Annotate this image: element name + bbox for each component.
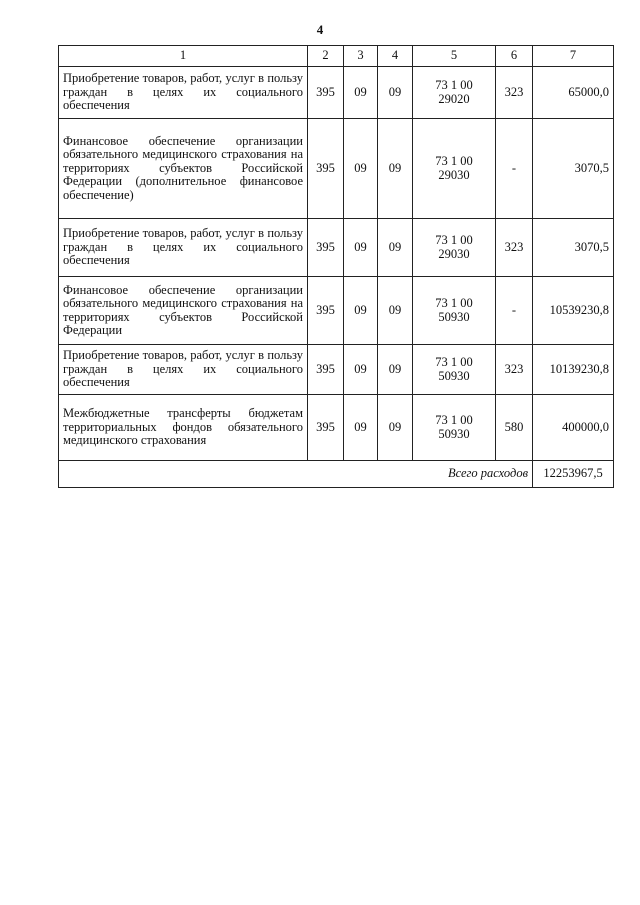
- section-code-cell: 09: [344, 395, 378, 461]
- ministry-code-cell: 395: [308, 277, 344, 345]
- budget-expenses-table: [58, 45, 614, 488]
- table-row: [59, 219, 614, 277]
- expense-type-code-cell: 323: [496, 67, 533, 119]
- section-code-cell: 09: [344, 67, 378, 119]
- total-row: [59, 461, 614, 488]
- target-item-code-cell: 73 1 00 50930: [413, 345, 496, 395]
- table-row: [59, 345, 614, 395]
- ministry-code-cell: 395: [308, 219, 344, 277]
- section-code-cell: 09: [344, 345, 378, 395]
- amount-cell: 10539230,8: [533, 277, 614, 345]
- expense-name-cell: Приобретение товаров, работ, услуг в пользу граждан в целях их социального обеспечения: [59, 219, 308, 277]
- subsection-code-cell: 09: [378, 119, 413, 219]
- expense-type-code-cell: -: [496, 277, 533, 345]
- column-header: 1: [59, 46, 308, 67]
- target-item-code-cell: 73 1 00 29030: [413, 119, 496, 219]
- expense-type-code-cell: -: [496, 119, 533, 219]
- amount-cell: 400000,0: [533, 395, 614, 461]
- table-row: [59, 277, 614, 345]
- ministry-code-cell: 395: [308, 395, 344, 461]
- table-row: [59, 67, 614, 119]
- total-label: Всего расходов: [59, 461, 533, 488]
- column-header: 6: [496, 46, 533, 67]
- expense-name-cell: Приобретение товаров, работ, услуг в пользу граждан в целях их социального обеспечения: [59, 67, 308, 119]
- expense-name-cell: Финансовое обеспечение организации обязательного медицинского страхования на территориях субъектов Российской Федерации: [59, 277, 308, 345]
- table-row: [59, 119, 614, 219]
- target-item-code-cell: 73 1 00 29030: [413, 219, 496, 277]
- expense-type-code-cell: 323: [496, 219, 533, 277]
- total-value: 12253967,5: [533, 461, 614, 488]
- amount-cell: 10139230,8: [533, 345, 614, 395]
- target-item-code-cell: 73 1 00 50930: [413, 277, 496, 345]
- subsection-code-cell: 09: [378, 219, 413, 277]
- page-number: 4: [316, 22, 324, 37]
- target-item-code-cell: 73 1 00 29020: [413, 67, 496, 119]
- ministry-code-cell: 395: [308, 119, 344, 219]
- section-code-cell: 09: [344, 219, 378, 277]
- column-header: 7: [533, 46, 614, 67]
- column-header: 2: [308, 46, 344, 67]
- ministry-code-cell: 395: [308, 67, 344, 119]
- ministry-code-cell: 395: [308, 345, 344, 395]
- expense-name-cell: Приобретение товаров, работ, услуг в пользу граждан в целях их социального обеспечения: [59, 345, 308, 395]
- table-row: [59, 395, 614, 461]
- subsection-code-cell: 09: [378, 277, 413, 345]
- column-header: 5: [413, 46, 496, 67]
- expense-type-code-cell: 323: [496, 345, 533, 395]
- expense-name-cell: Финансовое обеспечение организации обязательного медицинского страхования на территориях субъектов Российской Федерации (дополнительное финансовое обеспечение): [59, 119, 308, 219]
- header-row: [59, 46, 614, 67]
- subsection-code-cell: 09: [378, 67, 413, 119]
- section-code-cell: 09: [344, 119, 378, 219]
- target-item-code-cell: 73 1 00 50930: [413, 395, 496, 461]
- subsection-code-cell: 09: [378, 395, 413, 461]
- section-code-cell: 09: [344, 277, 378, 345]
- amount-cell: 65000,0: [533, 67, 614, 119]
- column-header: 3: [344, 46, 378, 67]
- amount-cell: 3070,5: [533, 219, 614, 277]
- expense-name-cell: Межбюджетные трансферты бюджетам территориальных фондов обязательного медицинского страхования: [59, 395, 308, 461]
- expense-type-code-cell: 580: [496, 395, 533, 461]
- subsection-code-cell: 09: [378, 345, 413, 395]
- amount-cell: 3070,5: [533, 119, 614, 219]
- column-header: 4: [378, 46, 413, 67]
